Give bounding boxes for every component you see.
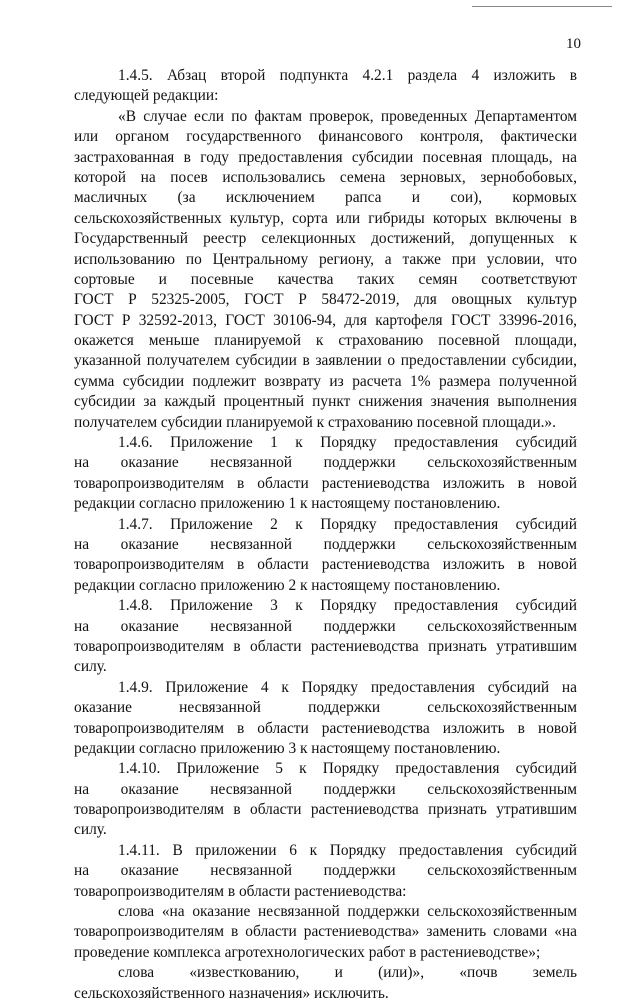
text-line: масличных (за исключением рапса и сои), кормовых (74, 189, 577, 207)
paragraph-p6 (74, 678, 577, 760)
text-line: товаропроизводителям в области растениеводства признать утратившим (74, 801, 577, 819)
text-line: на оказание несвязанной поддержки сельскохозяйственным (74, 780, 577, 798)
text-line: получателем субсидии планируемой к страхованию посевной площади.». (74, 413, 556, 431)
top-rule (472, 6, 612, 7)
text-line: «В случае если по фактам проверок, проведенных Департаментом (118, 107, 577, 125)
text-line: использованию по Центральному региону, а также при условии, что (74, 250, 577, 268)
text-line: или органом государственного финансового контроля, фактически (74, 128, 577, 146)
text-line: товаропроизводителям в области растениеводства признать утратившим (74, 637, 577, 655)
text-line: следующей редакции: (74, 87, 219, 105)
text-line: 1.4.7. Приложение 2 к Порядку предоставления субсидий (118, 515, 577, 533)
text-line: силу. (74, 658, 107, 676)
text-line: на оказание несвязанной поддержки сельскохозяйственным (74, 535, 577, 553)
text-line: силу. (74, 821, 107, 839)
text-line: редакции согласно приложению 1 к настоящему постановлению. (74, 495, 501, 513)
text-line: 1.4.9. Приложение 4 к Порядку предоставления субсидий на (118, 678, 577, 696)
paragraph-p10 (74, 963, 577, 1004)
text-line: 1.4.10. Приложение 5 к Порядку предоставления субсидий (118, 760, 577, 778)
text-line: товаропроизводителям в области растениеводства изложить в новой (74, 474, 577, 492)
text-line: слова «известкованию, и (или)», «почв земель (118, 964, 577, 982)
text-line: сельскохозяйственных культур, сорта или гибриды которых включены в (74, 209, 577, 227)
text-line: редакции согласно приложению 2 к настоящему постановлению. (74, 576, 501, 594)
text-line: ГОСТ Р 52325-2005, ГОСТ Р 58472-2019, для овощных культур (74, 291, 577, 309)
text-line: застрахованная в году предоставления субсидии посевная площадь, на (74, 148, 577, 166)
text-line: 1.4.11. В приложении 6 к Порядку предоставления субсидий (118, 841, 577, 859)
text-line: слова «на оказание несвязанной поддержки сельскохозяйственным (118, 903, 577, 921)
page-number: 10 (566, 36, 581, 52)
paragraph-p9 (74, 902, 577, 963)
document-body (74, 66, 577, 1004)
text-line: субсидии за каждый процентный пункт снижения значения выполнения (74, 393, 577, 411)
paragraph-p5 (74, 596, 577, 678)
text-line: редакции согласно приложению 3 к настоящему постановлению. (74, 739, 501, 757)
text-line: ГОСТ Р 32592-2013, ГОСТ 30106-94, для картофеля ГОСТ 33996-2016, (74, 311, 577, 329)
text-line: товаропроизводителям в области растениеводства изложить в новой (74, 556, 577, 574)
text-line: оказание несвязанной поддержки сельскохозяйственным (74, 699, 577, 717)
paragraph-p2 (74, 107, 577, 433)
text-line: указанной получателем субсидии в заявлении о предоставлении субсидии, (74, 352, 577, 370)
text-line: на оказание несвязанной поддержки сельскохозяйственным (74, 617, 577, 635)
paragraph-p1 (74, 66, 577, 107)
text-line: 1.4.8. Приложение 3 к Порядку предоставления субсидий (118, 597, 577, 615)
text-line: Государственный реестр селекционных достижений, допущенных к (74, 230, 577, 248)
paragraph-p4 (74, 515, 577, 597)
paragraph-p7 (74, 759, 577, 841)
text-line: на оказание несвязанной поддержки сельскохозяйственным (74, 454, 577, 472)
text-line: проведение комплекса агротехнологических работ в растениеводстве»; (74, 943, 541, 961)
text-line: которой на посев использовались семена зерновых, зернобобовых, (74, 168, 577, 186)
text-line: на оказание несвязанной поддержки сельскохозяйственным (74, 862, 577, 880)
text-line: 1.4.6. Приложение 1 к Порядку предоставления субсидий (118, 434, 577, 452)
text-line: 1.4.5. Абзац второй подпункта 4.2.1 раздела 4 изложить в (118, 67, 577, 84)
paragraph-p3 (74, 433, 577, 515)
text-line: сельскохозяйственного назначения» исключить. (74, 984, 389, 1002)
text-line: товаропроизводителям в области растениеводства изложить в новой (74, 719, 577, 737)
text-line: товаропроизводителям в области растениеводства: (74, 882, 407, 900)
text-line: сортовые и посевные качества таких семян соответствуют (74, 270, 577, 288)
text-line: товаропроизводителям в области растениеводства» заменить словами «на (74, 923, 577, 941)
text-line: сумма субсидии подлежит возврату из расчета 1% размера полученной (74, 372, 577, 390)
text-line: окажется меньше планируемой к страхованию посевной площади, (74, 332, 577, 350)
paragraph-p8 (74, 841, 577, 902)
